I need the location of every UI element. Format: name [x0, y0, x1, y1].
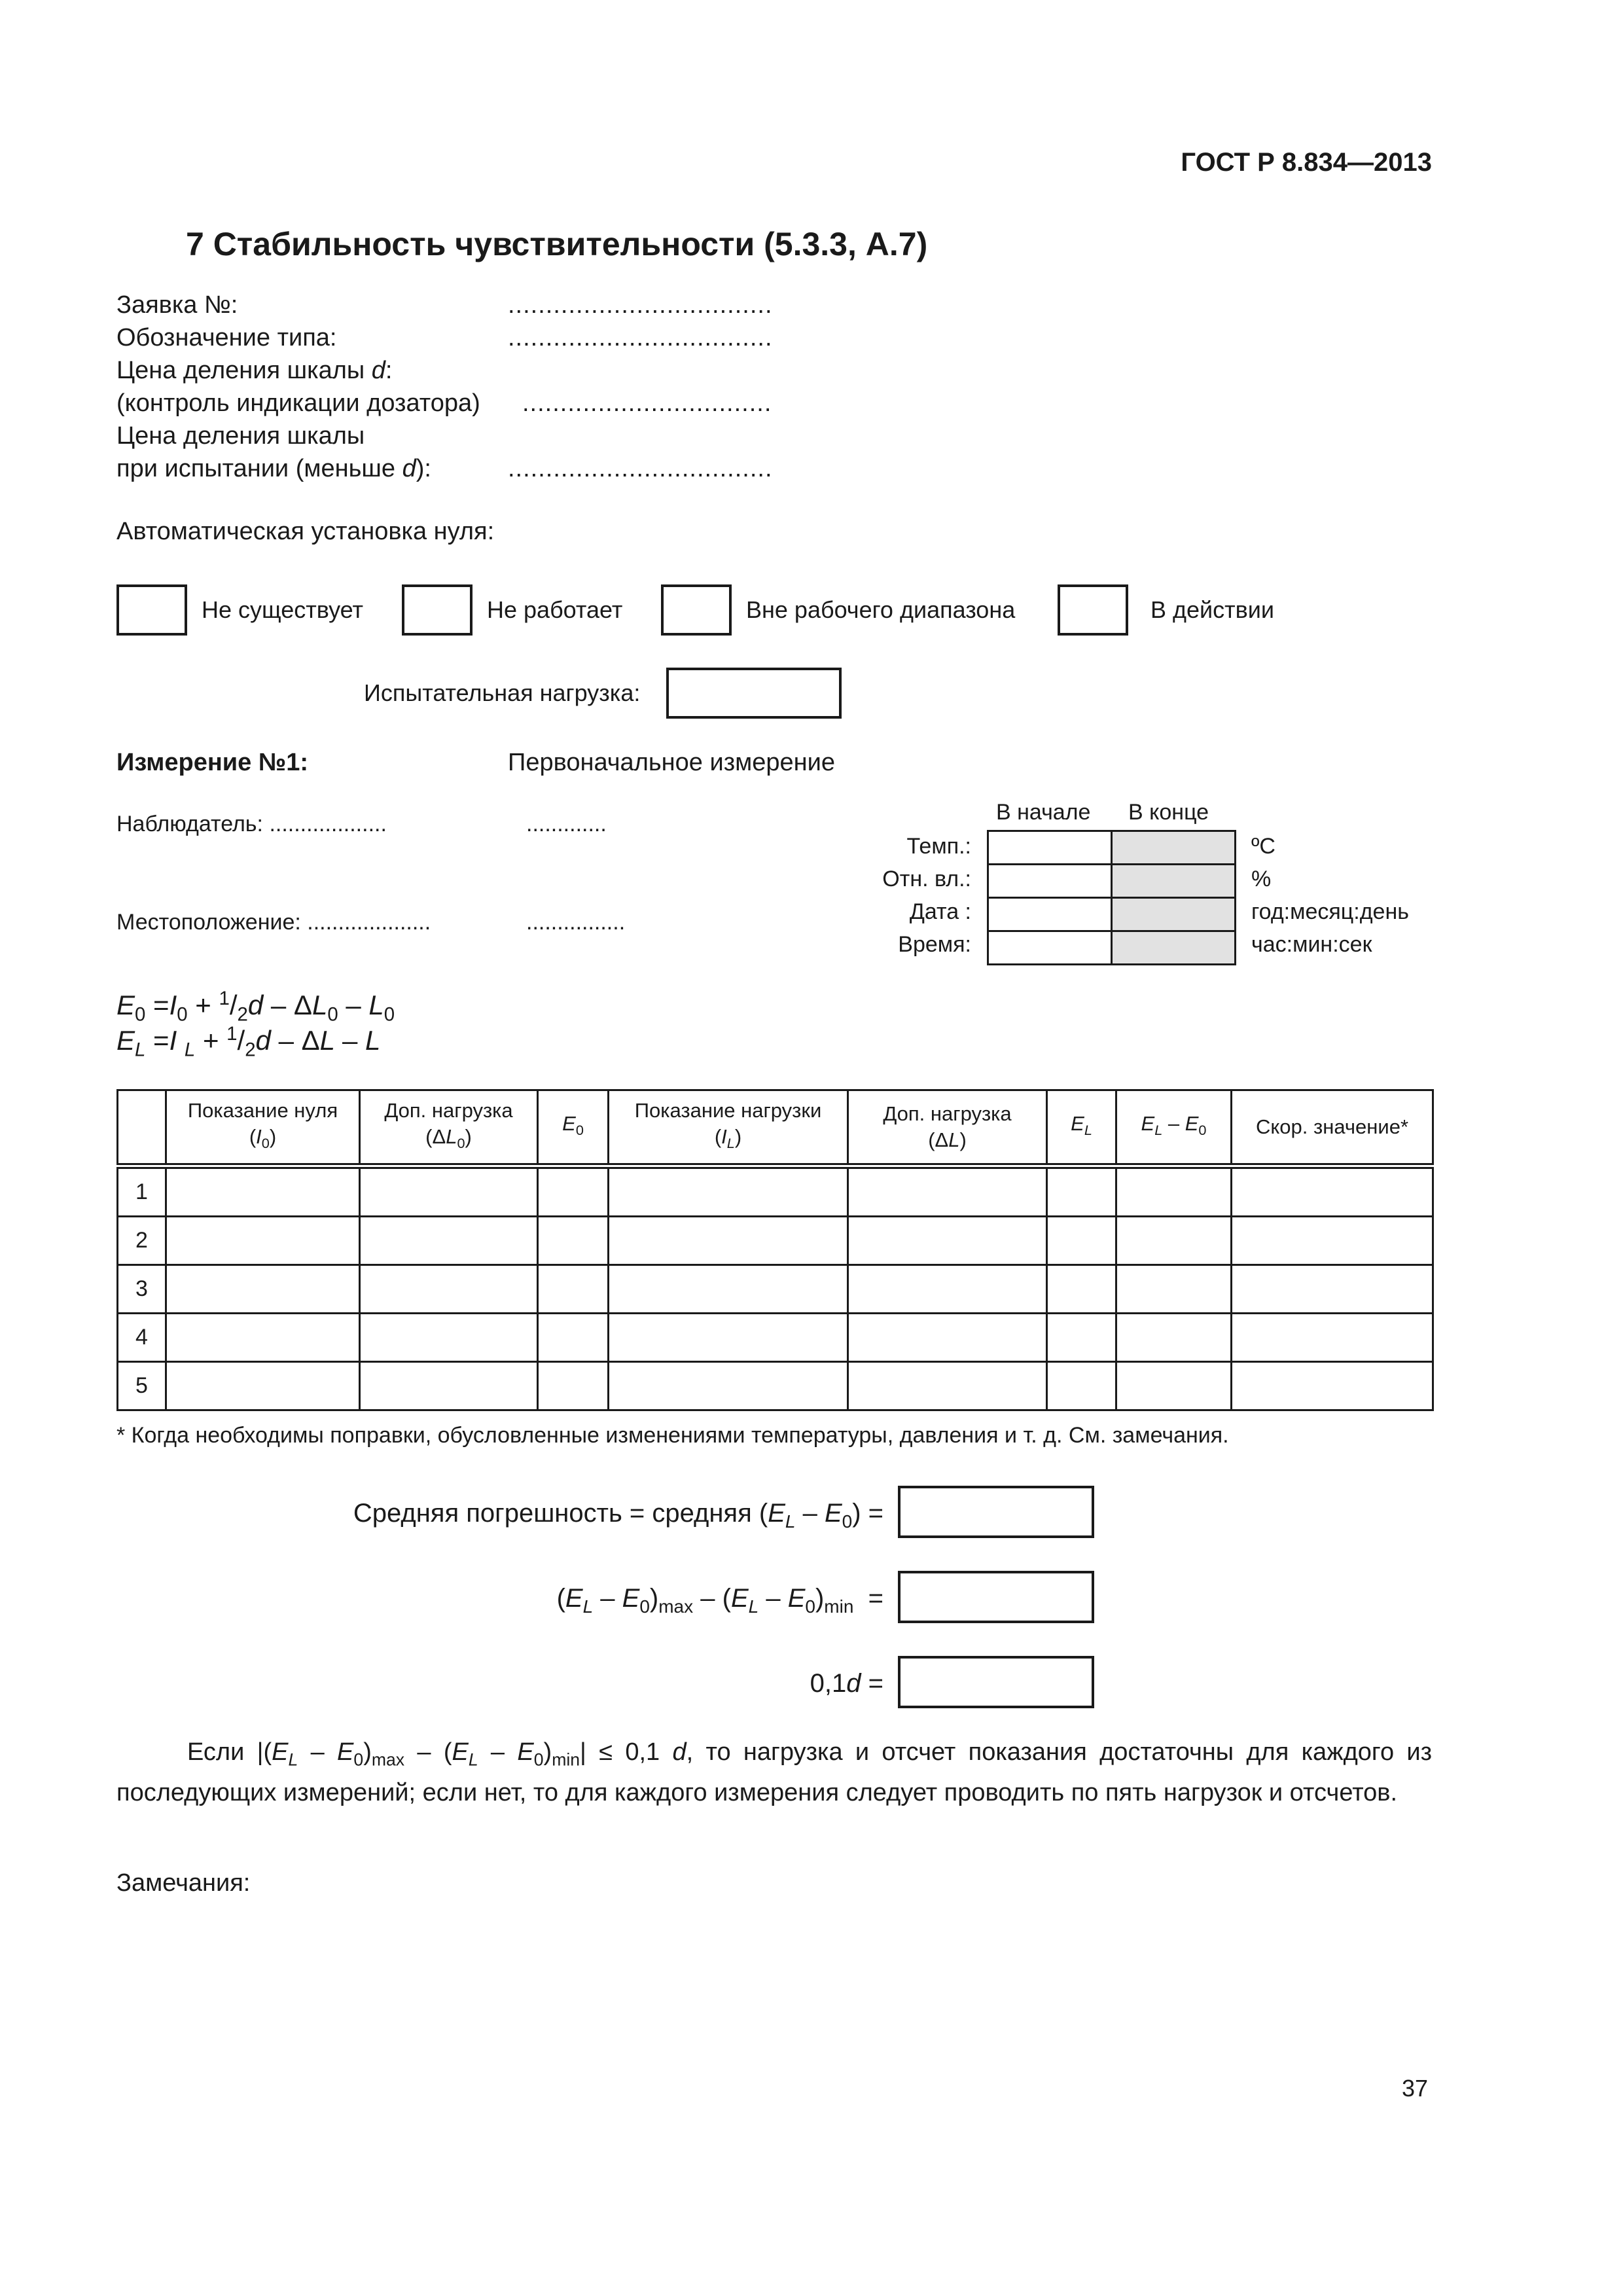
location-field-2[interactable]: ................	[526, 910, 626, 935]
section-title: 7 Стабильность чувствительности (5.3.3, А.7)	[186, 226, 928, 262]
table-cell[interactable]	[848, 1166, 1047, 1217]
tenth-d-input[interactable]	[898, 1656, 1094, 1708]
env-humidity-end[interactable]	[1112, 865, 1236, 898]
autozero-none-checkbox[interactable]	[116, 584, 187, 636]
type-field[interactable]: ...................................	[508, 324, 773, 351]
remarks-label: Замечания:	[116, 1869, 251, 1897]
env-col-start: В начале	[996, 800, 1091, 825]
table-cell[interactable]	[1232, 1314, 1433, 1362]
env-row-temp	[988, 831, 1236, 865]
observer-field[interactable]: ...................	[269, 812, 387, 836]
env-unit-time: час:мин:сек	[1251, 932, 1372, 957]
env-temp-end[interactable]	[1112, 831, 1236, 865]
table-cell[interactable]	[1232, 1362, 1433, 1410]
autozero-not-working-checkbox[interactable]	[402, 584, 473, 636]
range-input[interactable]	[898, 1571, 1094, 1623]
table-cell[interactable]	[1116, 1362, 1232, 1410]
table-row	[118, 1314, 1433, 1362]
test-division-label-line1: Цена деления шкалы	[116, 422, 365, 450]
autozero-active-checkbox[interactable]	[1058, 584, 1128, 636]
tenth-d-label: 0,1d =	[810, 1669, 883, 1698]
measurement-table	[116, 1089, 1434, 1411]
env-time-start[interactable]	[988, 931, 1112, 965]
document-number: ГОСТ Р 8.834—2013	[1181, 148, 1432, 177]
table-cell[interactable]	[166, 1314, 360, 1362]
table-cell[interactable]	[848, 1217, 1047, 1265]
table-cell[interactable]	[360, 1265, 538, 1314]
type-label: Обозначение типа:	[116, 324, 337, 351]
table-cell[interactable]	[1047, 1166, 1116, 1217]
measurement-type: Первоначальное измерение	[508, 749, 835, 776]
table-cell[interactable]	[360, 1166, 538, 1217]
table-cell[interactable]	[848, 1314, 1047, 1362]
row-number: 2	[118, 1217, 166, 1265]
mean-error-label: Средняя погрешность = средняя $(E_L - E_0)$ =	[353, 1499, 883, 1532]
table-cell[interactable]	[1047, 1217, 1116, 1265]
table-cell[interactable]	[166, 1166, 360, 1217]
mean-error-input[interactable]	[898, 1486, 1094, 1538]
header-zero-reading: Показание нуля $(I_0)$	[166, 1090, 360, 1166]
env-humidity-start[interactable]	[988, 865, 1112, 898]
test-load-input[interactable]	[666, 668, 842, 719]
autozero-active-label: В действии	[1150, 596, 1274, 623]
dispenser-label: (контроль индикации дозатора)	[116, 389, 480, 417]
table-cell[interactable]	[538, 1314, 609, 1362]
table-cell[interactable]	[1047, 1314, 1116, 1362]
table-cell[interactable]	[538, 1362, 609, 1410]
env-date-start[interactable]	[988, 898, 1112, 931]
test-division-field[interactable]: ...................................	[508, 455, 773, 482]
table-cell[interactable]	[609, 1362, 848, 1410]
observer-field-2[interactable]: .............	[526, 812, 607, 836]
env-row-date	[988, 898, 1236, 931]
header-el-minus-e0: $E_L - E_0$	[1116, 1090, 1232, 1166]
row-number: 3	[118, 1265, 166, 1314]
autozero-none-label: Не существует	[202, 596, 363, 623]
request-label: Заявка №:	[116, 291, 238, 319]
table-cell[interactable]	[538, 1166, 609, 1217]
environment-table	[987, 830, 1236, 965]
header-corrected: Скор. значение*	[1232, 1090, 1433, 1166]
header-add-load: Доп. нагрузка (ΔL)	[848, 1090, 1047, 1166]
table-cell[interactable]	[1047, 1362, 1116, 1410]
env-date-end[interactable]	[1112, 898, 1236, 931]
autozero-label: Автоматическая установка нуля:	[116, 518, 495, 545]
header-e0: $E_0$	[538, 1090, 609, 1166]
table-cell[interactable]	[166, 1362, 360, 1410]
table-cell[interactable]	[538, 1265, 609, 1314]
header-load-reading: Показание нагрузки $(I_L)$	[609, 1090, 848, 1166]
env-row-date-label: Дата :	[909, 899, 971, 924]
env-row-humidity-label: Отн. вл.:	[882, 867, 971, 891]
table-row	[118, 1362, 1433, 1410]
env-temp-start[interactable]	[988, 831, 1112, 865]
table-cell[interactable]	[1232, 1166, 1433, 1217]
header-index	[118, 1090, 166, 1166]
measurement-label: Измерение №1:	[116, 749, 308, 776]
request-field[interactable]: ...................................	[508, 291, 773, 319]
table-cell[interactable]	[609, 1166, 848, 1217]
table-cell[interactable]	[1116, 1166, 1232, 1217]
header-add-load-zero: Доп. нагрузка $(\Delta L_0)$	[360, 1090, 538, 1166]
env-unit-date: год:месяц:день	[1251, 899, 1409, 924]
table-row	[118, 1166, 1433, 1217]
table-cell[interactable]	[538, 1217, 609, 1265]
table-cell[interactable]	[166, 1217, 360, 1265]
table-row	[118, 1217, 1433, 1265]
env-time-end[interactable]	[1112, 931, 1236, 965]
table-cell[interactable]	[609, 1217, 848, 1265]
range-label: $(E_L - E_0)_{max} - (E_L - E_0)_{min}$ =	[556, 1584, 883, 1617]
autozero-out-of-range-label: Вне рабочего диапазона	[746, 596, 1016, 623]
test-division-label-line2: при испытании (меньше d):	[116, 455, 431, 482]
table-cell[interactable]	[848, 1362, 1047, 1410]
env-unit-temp: ºC	[1251, 834, 1275, 859]
table-cell[interactable]	[609, 1265, 848, 1314]
env-col-end: В конце	[1128, 800, 1209, 825]
table-cell[interactable]	[360, 1362, 538, 1410]
row-number: 4	[118, 1314, 166, 1362]
row-number: 5	[118, 1362, 166, 1410]
page-number: 37	[1401, 2075, 1428, 2102]
condition-paragraph: Если $|(E_L - E_0)_{max} - (E_L - E_0)_{min}| \le 0,1$ d, то нагрузка и отсчет показания достаточны для каждого из последующих измерений; если нет, то для каждого измерения следует проводить по пять нагрузок и отсчетов.	[116, 1738, 1433, 1806]
table-cell[interactable]	[1232, 1217, 1433, 1265]
table-cell[interactable]	[360, 1314, 538, 1362]
table-cell[interactable]	[1116, 1217, 1232, 1265]
location-field[interactable]: ....................	[307, 910, 431, 935]
env-row-time-label: Время:	[898, 932, 971, 957]
table-cell[interactable]	[1232, 1265, 1433, 1314]
location-label: Местоположение: ....................	[116, 910, 431, 935]
table-cell[interactable]	[1116, 1314, 1232, 1362]
table-cell[interactable]	[166, 1265, 360, 1314]
table-footnote: * Когда необходимы поправки, обусловленные изменениями температуры, давления и т. д. См. замечания.	[116, 1423, 1229, 1448]
scale-division-label: Цена деления шкалы d:	[116, 357, 393, 384]
autozero-not-working-label: Не работает	[487, 596, 623, 623]
env-unit-humidity: %	[1251, 867, 1272, 891]
env-row-humidity	[988, 865, 1236, 898]
env-row-time	[988, 931, 1236, 965]
table-row	[118, 1265, 1433, 1314]
table-cell[interactable]	[1047, 1265, 1116, 1314]
header-el: $E_L$	[1047, 1090, 1116, 1166]
table-cell[interactable]	[1116, 1265, 1232, 1314]
table-header-row	[118, 1090, 1433, 1166]
row-number: 1	[118, 1166, 166, 1217]
table-cell[interactable]	[609, 1314, 848, 1362]
table-cell[interactable]	[848, 1265, 1047, 1314]
dispenser-field[interactable]: .................................	[522, 389, 772, 417]
observer-label: Наблюдатель: ...................	[116, 812, 387, 836]
formula-e0: $E_0 =I_0 + ^1/_2d - \Delta L_0 - L_0$	[116, 988, 395, 1026]
autozero-out-of-range-checkbox[interactable]	[661, 584, 732, 636]
table-cell[interactable]	[360, 1217, 538, 1265]
env-row-temp-label: Темп.:	[906, 834, 971, 859]
formula-el: $E_L =I$ $_L + ^1/_2d - \Delta L - L$	[116, 1023, 381, 1061]
test-load-label: Испытательная нагрузка:	[364, 679, 641, 706]
